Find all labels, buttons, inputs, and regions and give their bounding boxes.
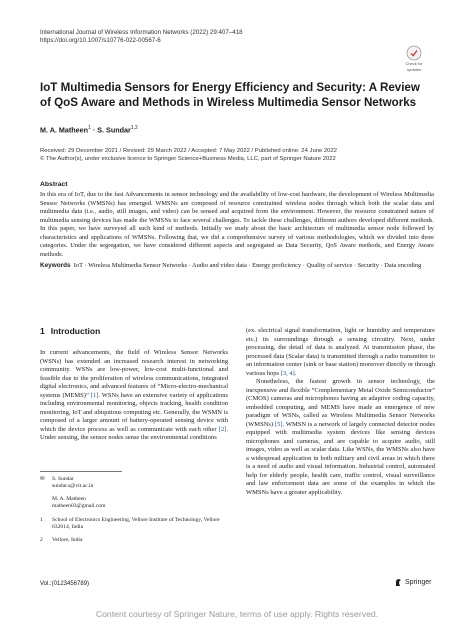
keywords-text: IoT · Wireless Multimedia Sensor Networks · Audio and video data · Energy proficiency · Quality of service · Security · Data encoding [73, 262, 422, 269]
footnote-divider [40, 471, 122, 472]
body-column-left [40, 349, 228, 443]
paragraph-text: Nonetheless, the fastest growth in sensor technology, the inexpensive and flexible “Complementary Metal Oxide Semiconductor” (CMOS) cameras and microphones having an adaptive coding capacity, embedded computing, and MEMS have made an emergence of new paradigm of WSNs, called as Wireless Multimedia Sensor Networks (WMSNs) [246, 378, 435, 428]
doi-link[interactable]: https://doi.org/10.1007/s10776-022-00567-6 [40, 37, 161, 44]
author-affiliation-mark: 1,2 [130, 125, 138, 131]
paragraph [246, 327, 435, 378]
history-dates: Received: 29 December 2021 / Revised: 29 March 2022 / Accepted: 7 May 2022 / Published online: 24 June 2022 [40, 148, 338, 154]
publisher-name: Springer [405, 579, 432, 586]
abstract-text: In this era of IoT, due to the fast Advancements in sensor technology and the availability of low-cost hardware, the development of Wireless Multimedia Sensor Networks (WMSNs) has emerged. WMSNs are composed of resource constrained wireless nodes through which both the scalar data and multimedia data (i.e., audio, still images, and video) can be sensed and acquired from the environment. However, the resource constrained nature of multimedia sensing devices has made the WMSNs to face several challenges. To tackle these challenges, different authors developed different methods. In this paper, we have surveyed all such kind of methods. Initially we study about the basic architecture of multimedia sensor node followed by characteristics and applications of WMSNs. Following that, we did a comprehensive survey of various methodologies, which we divided into three categories. Under the segregation, we have considered different aspects and segregated as Data Security, QoS Aware methods, and Energy Aware methods. [40, 191, 434, 258]
affiliation-mark: 2 [40, 537, 43, 544]
abstract-heading: Abstract [40, 181, 68, 188]
copyright-line: © The Author(s), under exclusive licence to Springer Science+Business Media, LLC, part of Springer Nature 2022 [40, 156, 336, 162]
citation-link[interactable]: [3, 4] [280, 369, 295, 377]
footnotes [40, 476, 228, 551]
contact-email[interactable]: sundar.s@vit.ac.in [52, 483, 94, 490]
publication-dates [40, 147, 337, 163]
paragraph-text: In current advancements, the field of Wireless Sensor Networks (WSNs) has extended an increased research interest in networking community. WSNs are low-power, low-cost multi-functional and feasible due to the proliferation of wireless communications, integrated digital electronics, and advanced features of “Micro-electro-mechanical systems (MEMS)” [40, 349, 228, 399]
author-separator: · [90, 125, 98, 135]
citation-link[interactable]: [1] [90, 391, 99, 399]
contact-footnote [40, 476, 228, 511]
paragraph-text: . [294, 369, 297, 377]
affiliation-text: School of Electronics Engineering, Vellore Institute of Technology, Vellore 632014, India [52, 516, 220, 531]
author-list [40, 125, 138, 134]
springer-horse-icon [394, 578, 402, 587]
journal-header [40, 29, 243, 45]
citation-link[interactable]: [5] [274, 420, 283, 428]
affiliation-mark: 1 [40, 516, 43, 523]
badge-label-line1: Check for [405, 61, 423, 66]
paragraph-text: . WMSN is a network of largely connected detector nodes equipped with multimedia system devices like sensing devices microphones and cameras, and are capable to acquire audio, still images, video as well as scalar data. Like WSNs, the WMSNs also have a widespread application in both military and civil areas in which there is a need of audio and visual information. Industrial control, automated help for elderly people, health care, traffic control, visual surveillance and law enforcement data are some of the examples in which the WMSNs have a greater applicability. [246, 420, 435, 496]
author-name[interactable]: S. Sundar [97, 125, 131, 135]
author-affiliation-mark: 1 [88, 125, 91, 131]
paragraph-text: (ex. electrical signal transformation, light or humidity and temperature etc.) its surroundings through a sensing circuitry. Next, under processing, the detail of data is analyzed. At transmission phase, the processed data (Scalar data) is transmitted through a radio transmitter to an information center (sink or base station) moreover directly or through various hops [246, 327, 435, 377]
badge-label-line2: updates [406, 66, 422, 72]
page-identifier: Vol.:(0123456789) [40, 581, 90, 587]
body-column-right [246, 327, 435, 497]
courtesy-watermark: Content courtesy of Springer Nature, terms of use apply. Rights reserved. [95, 609, 379, 619]
keywords-label: Keywords [40, 262, 71, 269]
section-number: 1 [40, 326, 45, 336]
paragraph [40, 349, 228, 443]
citation-link[interactable]: [2] [218, 425, 227, 433]
contact-name: S. Sundar [52, 476, 74, 482]
author-name[interactable]: M. A. Matheen [40, 125, 89, 135]
paragraph-text: . Under sensing, the sensor nodes sense the environmental conditions [40, 425, 228, 441]
section-title: Introduction [50, 326, 101, 336]
check-for-updates-icon [406, 45, 422, 61]
affiliation-text: Vellore, India [52, 537, 83, 544]
paragraph [246, 378, 435, 497]
envelope-icon: ✉ [40, 476, 45, 482]
contact-email[interactable]: matheen03@gmail.com [52, 503, 106, 510]
keywords-block [40, 262, 434, 271]
contact-name: M. A. Matheen [52, 495, 86, 502]
paper-title: IoT Multimedia Sensors for Energy Efficiency and Security: A Review of QoS Aware and Methods in Wireless Multimedia Sensor Networks [40, 81, 420, 109]
affiliation-footnote [40, 537, 228, 544]
paragraph-text: . WSNs have an extensive variety of applications including environmental monitoring, objects tracking, health condition monitoring, IoT and ubiquitous computing etc. Generally, the WSMN is composed of a larger amount of battery-operated sensing device with which the device process as well as communicate with each other [40, 391, 228, 433]
check-for-updates-badge[interactable] [401, 45, 427, 72]
section-heading [40, 326, 100, 336]
publisher-logo [394, 578, 431, 587]
journal-citation: International Journal of Wireless Information Networks (2022) 29:407–418 [40, 29, 243, 36]
affiliation-footnote [40, 517, 228, 532]
